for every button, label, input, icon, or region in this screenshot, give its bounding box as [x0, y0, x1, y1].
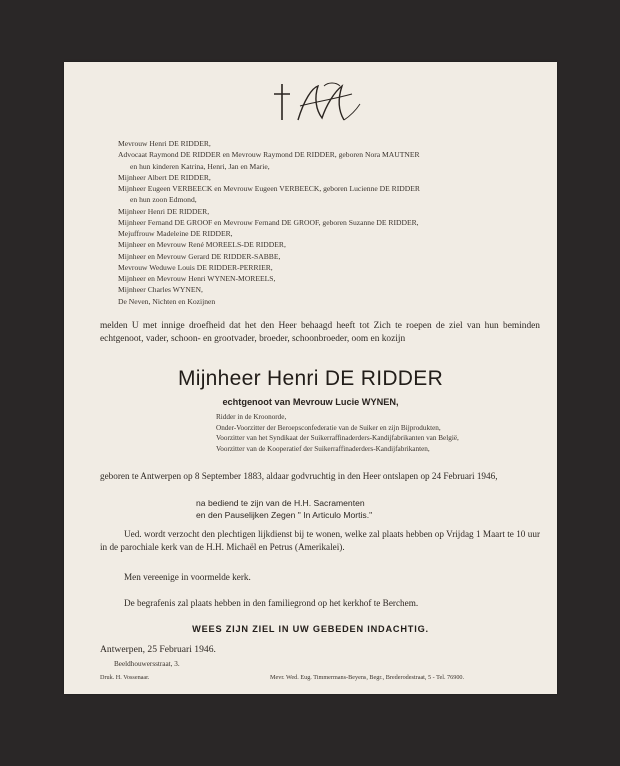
family-line: en hun kinderen Katrina, Henri, Jan en Marie, — [130, 161, 270, 171]
burial-text: De begrafenis zal plaats hebben in den familiegrond op het kerkhof te Berchem. — [124, 598, 419, 608]
family-line: Mijnheer Charles WYNEN, — [118, 285, 203, 295]
family-line: Mijnheer Henri DE RIDDER, — [118, 206, 210, 216]
assemble-text: Men vereenige in voormelde kerk. — [124, 572, 251, 582]
prayer-request: WEES ZIJN ZIEL IN UW GEBEDEN INDACHTIG. — [192, 624, 429, 634]
family-line: Mijnheer en Mevrouw Henri WYNEN-MOREELS, — [118, 274, 276, 283]
family-line: Mijnheer en Mevrouw René MOREELS-DE RIDDER, — [118, 240, 286, 250]
honorary-titles — [216, 412, 536, 454]
birth-death-text: geboren te Antwerpen op 8 September 1883, aldaar godvruchtig in den Heer ontslapen op 24 Februari 1946, — [100, 471, 498, 481]
mourning-card — [64, 62, 557, 694]
spouse-line: echtgenoot van Mevrouw Lucie WYNEN, — [222, 397, 399, 407]
family-list — [118, 138, 548, 307]
cross-monogram-icon — [264, 80, 374, 124]
family-line: Mevrouw Henri DE RIDDER, — [118, 139, 211, 148]
title-line: Ridder in de Kroonorde, — [216, 413, 287, 421]
deceased-name: Mijnheer Henri DE RIDDER — [177, 367, 444, 390]
family-line: Mijnheer Eugeen VERBEECK en Mevrouw Eugeen VERBEECK, geboren Lucienne DE RIDDER — [118, 184, 420, 193]
title-line: Voorzitter van de Kooperatief der Suikerraffinaderders-Kandijfabrikanten, — [216, 444, 430, 453]
family-line: Mijnheer Albert DE RIDDER, — [118, 172, 211, 182]
family-line: De Neven, Nichten en Kozijnen — [118, 296, 216, 306]
place-date: Antwerpen, 25 Februari 1946. — [100, 644, 216, 655]
family-line: Advocaat Raymond DE RIDDER en Mevrouw Raymond DE RIDDER, geboren Nora MAUTNER — [118, 150, 420, 160]
family-line: Mejuffrouw Madeleine DE RIDDER, — [118, 229, 233, 238]
funeral-text: Ued. wordt verzocht den plechtigen lijkdienst bij te wonen, welke zal plaats hebben op Vrijdag 1 Maart te 10 uur in de parochiale kerk van de H.H. Michaël en Petrus (Amerikalei). — [100, 529, 540, 552]
sacraments-text — [196, 497, 516, 521]
title-line: Voorzitter van het Syndikaat der Suikerraffinaderders-Kandijfabrikanten van België, — [216, 434, 459, 443]
family-line: Mijnheer Fernand DE GROOF en Mevrouw Fernand DE GROOF, geboren Suzanne DE RIDDER, — [118, 217, 419, 227]
family-line: Mevrouw Weduwe Louis DE RIDDER-PERRIER, — [118, 262, 273, 272]
street-address: Beeldhouwersstraat, 3. — [114, 660, 180, 668]
sacraments-line: en den Pauselijken Zegen " In Articulo Mortis." — [196, 510, 373, 521]
title-line: Onder-Voorzitter der Beroepsconfederatie van de Suiker en zijn Bijprodukten, — [216, 423, 441, 432]
intro-text: melden U met innige droefheid dat het den Heer behaagd heeft tot Zich te roepen de ziel van hun beminden echtgenoot, vader, schoon- en grootvader, broeder, schoonbroeder, oom en kozijn — [100, 321, 540, 345]
family-line: en hun zoon Edmond, — [130, 195, 197, 205]
undertaker-credit: Mevr. Wed. Eug. Timmermans-Beyens, Begr., Brederodestraat, 5 - Tel. 76900. — [270, 674, 465, 681]
sacraments-line: na bediend te zijn van de H.H. Sacramenten — [196, 498, 365, 508]
family-line: Mijnheer en Mevrouw Gerard DE RIDDER-SABBE, — [118, 251, 281, 261]
printer-credit: Druk. H. Vossenaar. — [100, 674, 150, 681]
